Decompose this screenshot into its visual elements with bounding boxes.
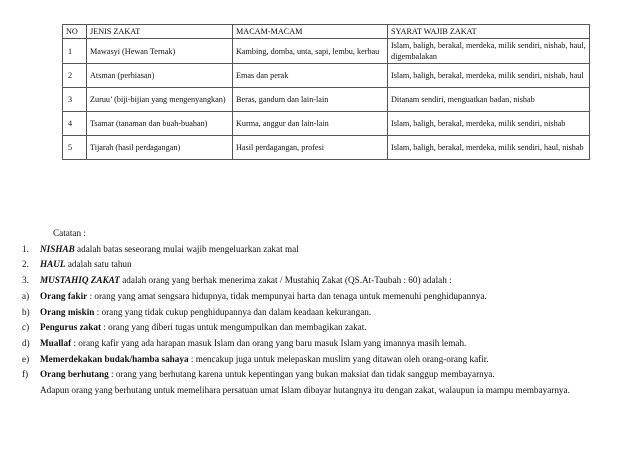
note-definition: : orang yang diberi tugas untuk mengumpulkan dan membagikan zakat. <box>101 322 367 333</box>
note-text <box>40 320 622 336</box>
header-jenis-zakat: JENIS ZAKAT <box>87 25 233 39</box>
zakat-table <box>62 24 590 160</box>
note-text <box>40 273 622 289</box>
lettered-note <box>22 352 622 368</box>
cell-no: 5 <box>63 136 87 160</box>
note-definition: : orang kafir yang ada harapan masuk Islam dan orang yang baru masuk Islam yang imannya masih lemah. <box>71 337 467 348</box>
lettered-note <box>22 320 622 336</box>
note-definition: : orang yang berhutang karena untuk kepentingan yang bukan maksiat dan tidak sanggup membayarnya. <box>108 369 495 380</box>
note-definition: : mencakup juga untuk melepaskan muslim yang ditawan oleh orang-orang kafir. <box>188 353 489 364</box>
table-row <box>63 136 590 160</box>
notes-section <box>22 226 622 399</box>
cell-syarat: Islam, baligh, berakal, merdeka, milik sendiri, nishab, haul, digembalakan <box>388 39 590 64</box>
cell-syarat: Islam, baligh, berakal, merdeka, milik sendiri, nishab <box>388 112 590 136</box>
cell-jenis: Zuruu’ (biji-bijian yang mengenyangkan) <box>87 88 233 112</box>
note-definition: adalah batas seseorang mulai wajib mengeluarkan zakat mal <box>74 243 299 254</box>
note-term: MUSTAHIQ ZAKAT <box>40 275 120 286</box>
cell-macam: Kurma, anggur dan lain-lain <box>233 112 388 136</box>
note-marker: 3. <box>22 275 29 286</box>
table-row <box>63 112 590 136</box>
cell-jenis: Tsamar (tanaman dan buah-buahan) <box>87 112 233 136</box>
note-text <box>40 367 622 383</box>
note-term: Pengurus zakat <box>40 322 101 333</box>
table-header-row <box>63 25 590 39</box>
header-macam-macam: MACAM-MACAM <box>233 25 388 39</box>
table-row <box>63 88 590 112</box>
note-marker: 1. <box>22 243 29 254</box>
numbered-note <box>22 242 622 258</box>
note-definition: adalah orang yang berhak menerima zakat / Mustahiq Zakat (QS.At-Taubah : 60) adalah : <box>119 275 452 286</box>
cell-no: 4 <box>63 112 87 136</box>
notes-title: Catatan : <box>53 228 86 238</box>
note-term: Memerdekakan budak/hamba sahaya <box>40 353 189 364</box>
note-text <box>40 352 622 368</box>
lettered-note <box>22 336 622 352</box>
note-definition: : orang yang amat sengsara hidupnya, tidak mempunyai harta dan tenaga untuk memenuhi penghidupannya. <box>87 290 487 301</box>
note-term: Orang fakir <box>40 290 88 301</box>
note-marker: f) <box>22 369 29 380</box>
lettered-note <box>22 305 622 321</box>
note-term: Orang berhutang <box>40 369 109 380</box>
cell-no: 2 <box>63 64 87 88</box>
note-marker: d) <box>22 337 30 348</box>
note-term: Orang miskin <box>40 306 95 317</box>
cell-jenis: Mawasyi (Hewan Ternak) <box>87 39 233 64</box>
lettered-note <box>22 289 622 305</box>
note-text <box>40 242 622 258</box>
note-marker: a) <box>22 290 30 301</box>
cell-no: 1 <box>63 39 87 64</box>
cell-jenis: Tijarah (hasil perdagangan) <box>87 136 233 160</box>
cell-syarat: Ditanam sendiri, menguatkan badan, nishab <box>388 88 590 112</box>
note-term: NISHAB <box>40 243 75 254</box>
cell-macam: Beras, gandum dan lain-lain <box>233 88 388 112</box>
note-marker: 2. <box>22 259 29 270</box>
note-text <box>40 257 622 273</box>
note-text <box>40 289 622 305</box>
note-marker: c) <box>22 322 30 333</box>
table-row <box>63 64 590 88</box>
cell-syarat: Islam, baligh, berakal, merdeka, milik sendiri, haul, nishab <box>388 136 590 160</box>
cell-jenis: Atsman (perhiasan) <box>87 64 233 88</box>
numbered-note <box>22 273 622 289</box>
cell-syarat: Islam, baligh, berakal, merdeka, milik sendiri, nishab, haul <box>388 64 590 88</box>
header-syarat-wajib-zakat: SYARAT WAJIB ZAKAT <box>388 25 590 39</box>
note-marker: e) <box>22 353 30 364</box>
note-definition: adalah satu tahun <box>65 259 132 270</box>
cell-no: 3 <box>63 88 87 112</box>
cell-macam: Kambing, domba, unta, sapi, lembu, kerbau <box>233 39 388 64</box>
note-definition: : orang yang tidak cukup penghidupannya dan dalam keadaan kekurangan. <box>94 306 372 317</box>
cell-macam: Hasil perdagangan, profesi <box>233 136 388 160</box>
note-continuation: Adapun orang yang berhutang untuk memelihara persatuan umat Islam dibayar hutangnya itu dengan zakat, walaupun ia mampu membayarnya. <box>40 385 570 396</box>
note-term: HAUL <box>40 259 66 270</box>
note-text <box>40 305 622 321</box>
numbered-note <box>22 257 622 273</box>
cell-macam: Emas dan perak <box>233 64 388 88</box>
header-no: NO <box>63 25 87 39</box>
note-text <box>40 336 622 352</box>
note-term: Muallaf <box>40 337 72 348</box>
lettered-note <box>22 367 622 383</box>
table-row <box>63 39 590 64</box>
note-marker: b) <box>22 306 30 317</box>
